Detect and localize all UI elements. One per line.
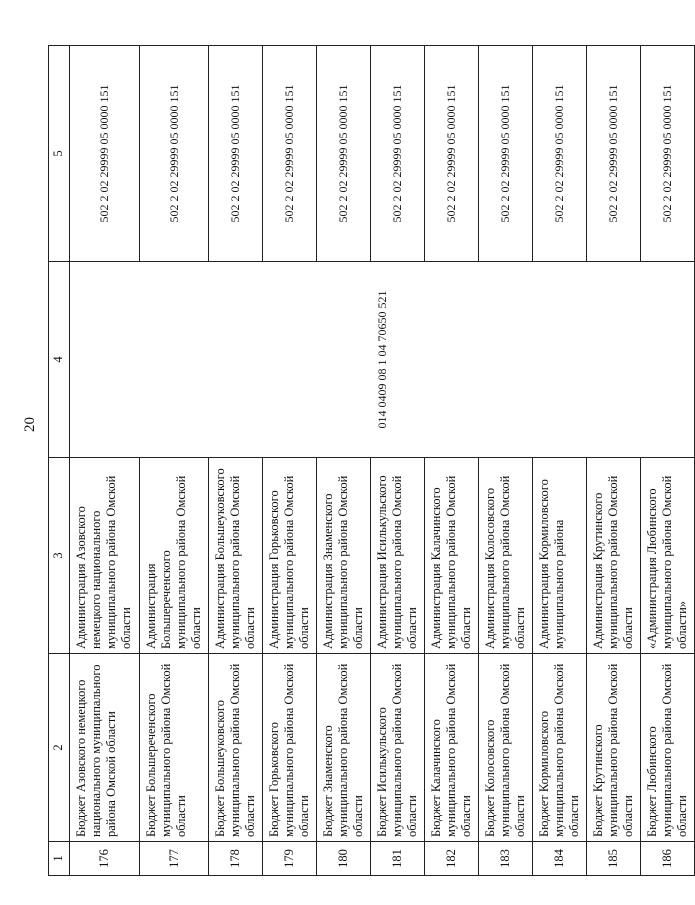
revenue-code-cell: 502 2 02 29999 05 0000 151: [317, 46, 371, 262]
revenue-code-cell: 502 2 02 29999 05 0000 151: [641, 46, 695, 262]
revenue-code-cell: 502 2 02 29999 05 0000 151: [479, 46, 533, 262]
rotated-table-wrapper: [48, 46, 689, 876]
administrator-cell: «Администрация Любинского муниципального района Омской области»: [641, 458, 695, 654]
table-row: [641, 46, 695, 876]
table-row: [263, 46, 317, 876]
revenue-code-cell: 502 2 02 29999 05 0000 151: [371, 46, 425, 262]
row-number-cell: 181: [371, 842, 425, 876]
table-row: [479, 46, 533, 876]
table-row: [317, 46, 371, 876]
budget-name-cell: Бюджет Горьковского муниципального района Омской области: [263, 654, 317, 842]
header-cell-4: 4: [49, 262, 70, 458]
administrator-cell: Администрация Горьковского муниципального района Омской области: [263, 458, 317, 654]
administrator-cell: Администрация Крутинского муниципального района Омской области: [587, 458, 641, 654]
row-number-cell: 176: [70, 842, 140, 876]
administrator-cell: Администрация Большереченского муниципального района Омской области: [140, 458, 209, 654]
table-row: [533, 46, 587, 876]
budget-name-cell: Бюджет Любинского муниципального района Омской области: [641, 654, 695, 842]
table-row: [70, 46, 140, 876]
budget-name-cell: Бюджет Азовского немецкого национального муниципального района Омской области: [70, 654, 140, 842]
header-cell-1: 1: [49, 842, 70, 876]
budget-name-cell: Бюджет Большеуковского муниципального района Омской области: [209, 654, 263, 842]
table-row: [425, 46, 479, 876]
row-number-cell: 182: [425, 842, 479, 876]
budget-name-cell: Бюджет Колосовского муниципального района Омской области: [479, 654, 533, 842]
budget-name-cell: Бюджет Знаменского муниципального района Омской области: [317, 654, 371, 842]
row-number-cell: 183: [479, 842, 533, 876]
revenue-code-cell: 502 2 02 29999 05 0000 151: [263, 46, 317, 262]
administrator-cell: Администрация Исилькульского муниципального района Омской области: [371, 458, 425, 654]
budget-name-cell: Бюджет Калачинского муниципального района Омской области: [425, 654, 479, 842]
budget-name-cell: Бюджет Исилькульского муниципального района Омской области: [371, 654, 425, 842]
administrator-cell: Администрация Знаменского муниципального района Омской области: [317, 458, 371, 654]
row-number-cell: 184: [533, 842, 587, 876]
administrator-cell: Администрация Колосовского муниципального района Омской области: [479, 458, 533, 654]
header-cell-3: 3: [49, 458, 70, 654]
revenue-code-cell: 502 2 02 29999 05 0000 151: [425, 46, 479, 262]
budget-name-cell: Бюджет Кормиловского муниципального района Омской области: [533, 654, 587, 842]
row-number-cell: 179: [263, 842, 317, 876]
row-number-cell: 178: [209, 842, 263, 876]
budget-classification-code-cell: 014 0409 08 1 04 70650 521: [70, 262, 695, 458]
header-cell-5: 5: [49, 46, 70, 262]
row-number-cell: 186: [641, 842, 695, 876]
administrator-cell: Администрация Калачинского муниципального района Омской области: [425, 458, 479, 654]
page-number: 20: [22, 417, 38, 432]
revenue-code-cell: 502 2 02 29999 05 0000 151: [587, 46, 641, 262]
row-number-cell: 177: [140, 842, 209, 876]
row-number-cell: 180: [317, 842, 371, 876]
administrator-cell: Администрация Большеуковского муниципального района Омской области: [209, 458, 263, 654]
budget-name-cell: Бюджет Большереченского муниципального района Омской области: [140, 654, 209, 842]
administrator-cell: Администрация Азовского немецкого национального муниципального района Омской области: [70, 458, 140, 654]
header-row: [49, 46, 70, 876]
revenue-code-cell: 502 2 02 29999 05 0000 151: [140, 46, 209, 262]
table-row: [140, 46, 209, 876]
table-body: [70, 46, 695, 876]
table-row: [209, 46, 263, 876]
table-row: [371, 46, 425, 876]
row-number-cell: 185: [587, 842, 641, 876]
revenue-code-cell: 502 2 02 29999 05 0000 151: [209, 46, 263, 262]
administrator-cell: Администрация Кормиловского муниципального района: [533, 458, 587, 654]
header-cell-2: 2: [49, 654, 70, 842]
revenue-code-cell: 502 2 02 29999 05 0000 151: [533, 46, 587, 262]
budget-name-cell: Бюджет Крутинского муниципального района Омской области: [587, 654, 641, 842]
table-row: [587, 46, 641, 876]
budget-table: [48, 45, 695, 876]
revenue-code-cell: 502 2 02 29999 05 0000 151: [70, 46, 140, 262]
